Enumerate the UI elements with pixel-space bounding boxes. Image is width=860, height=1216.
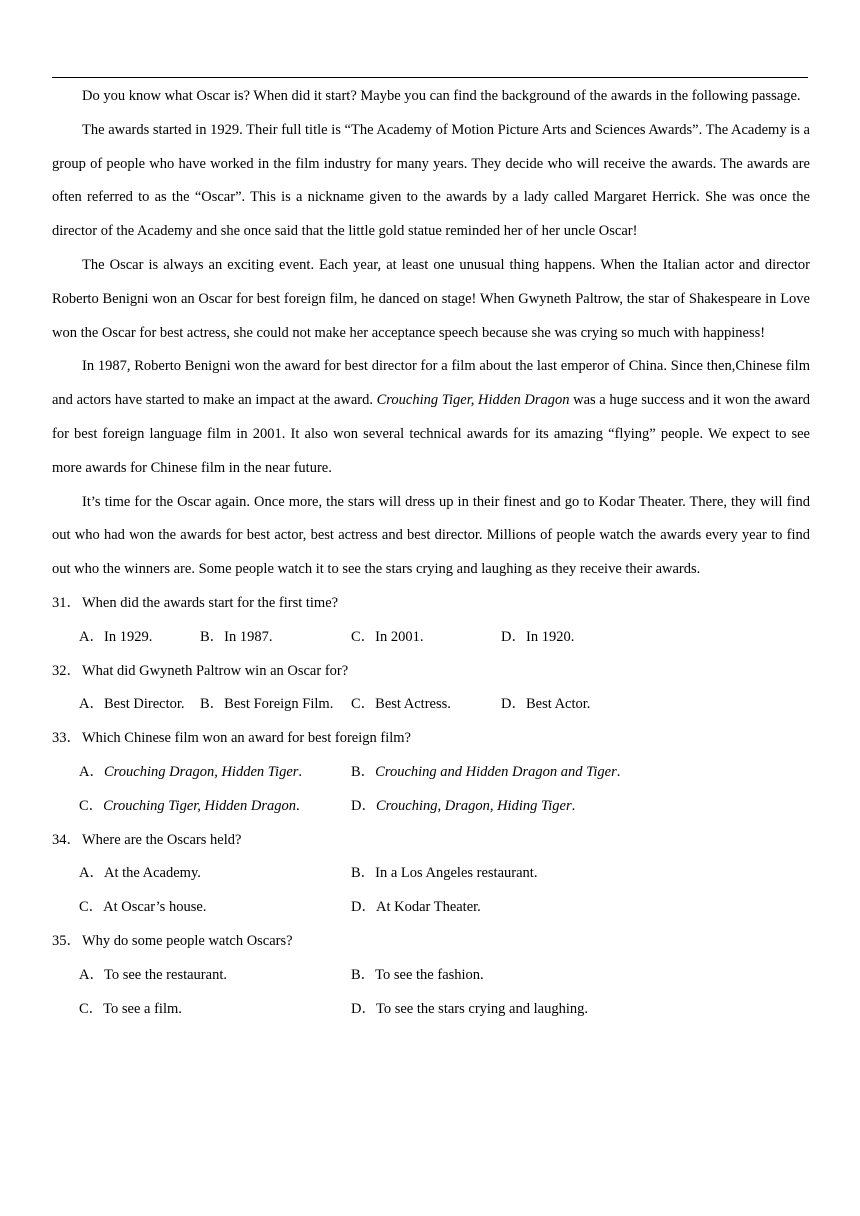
- option-letter: B．: [200, 696, 225, 713]
- options-row: [52, 621, 810, 655]
- question-34: [52, 824, 810, 858]
- question-text: Why do some people watch Oscars?: [82, 932, 293, 949]
- option-text: Best Director.: [103, 696, 185, 713]
- question-33: [52, 722, 810, 756]
- question-number: 32．: [52, 662, 81, 679]
- option-c[interactable]: [79, 993, 182, 1027]
- question-text: Where are the Oscars held?: [82, 831, 242, 848]
- question-text: What did Gwyneth Paltrow win an Oscar for?: [82, 662, 349, 679]
- options-row: [52, 891, 810, 925]
- option-d[interactable]: [351, 891, 481, 925]
- option-letter: D．: [351, 1000, 376, 1017]
- option-letter: D．: [351, 899, 376, 916]
- question-number: 34．: [52, 831, 81, 848]
- option-text: At Oscar’s house.: [103, 899, 207, 916]
- option-text: To see a film.: [103, 1000, 182, 1017]
- option-b[interactable]: [200, 621, 273, 655]
- option-text: At Kodar Theater.: [375, 899, 481, 916]
- option-c[interactable]: [79, 790, 300, 824]
- option-d[interactable]: [351, 993, 588, 1027]
- option-letter: A．: [79, 763, 104, 780]
- option-a[interactable]: [79, 959, 227, 993]
- options-row: [52, 790, 810, 824]
- header-rule: [52, 77, 808, 78]
- question-31: [52, 587, 810, 621]
- passage-paragraph-5: It’s time for the Oscar again. Once more, the stars will dress up in their finest and go to Kodar Theater. There, they will find out who had won the awards for best actor, best actress and best director. Millions of people watch the awards every year to find out who the winners are. Some people watch it to see the stars crying and laughing as they receive their awards.: [52, 493, 810, 578]
- option-letter: A．: [79, 696, 104, 713]
- reading-section: [52, 80, 810, 1026]
- option-period: .: [298, 763, 303, 780]
- passage-paragraph-3: The Oscar is always an exciting event. Each year, at least one unusual thing happens. When the Italian actor and director Roberto Benigni won an Oscar for best foreign film, he danced on stage! When Gwyneth Paltrow, the star of Shakespeare in Love won the Oscar for best actress, she could not make her acceptance speech because she was crying so much with happiness!: [52, 256, 810, 341]
- option-letter: A．: [79, 966, 104, 983]
- question-35: [52, 925, 810, 959]
- option-c[interactable]: [351, 688, 451, 722]
- option-d[interactable]: [501, 688, 590, 722]
- option-text: Crouching, Dragon, Hiding Tiger: [375, 797, 572, 814]
- option-letter: C．: [351, 628, 376, 645]
- option-text: To see the stars crying and laughing.: [375, 1000, 588, 1017]
- option-text: At the Academy.: [103, 865, 201, 882]
- option-b[interactable]: [351, 959, 484, 993]
- question-text: Which Chinese film won an award for best foreign film?: [82, 730, 411, 747]
- option-letter: B．: [200, 628, 225, 645]
- option-a[interactable]: [79, 621, 152, 655]
- options-row: [52, 959, 810, 993]
- option-letter: A．: [79, 865, 104, 882]
- option-text: In a Los Angeles restaurant.: [375, 865, 538, 882]
- option-letter: D．: [501, 628, 526, 645]
- option-text: Best Foreign Film.: [224, 696, 334, 713]
- option-letter: D．: [351, 797, 376, 814]
- options-row: [52, 993, 810, 1027]
- option-d[interactable]: [501, 621, 574, 655]
- option-period: .: [616, 763, 621, 780]
- option-text: Crouching Dragon, Hidden Tiger: [103, 763, 299, 780]
- option-text: Best Actress.: [375, 696, 451, 713]
- option-b[interactable]: [351, 756, 620, 790]
- option-text: Crouching Tiger, Hidden Dragon: [103, 797, 296, 814]
- options-row: [52, 756, 810, 790]
- paragraph-4-text-start: In 1987, Roberto Benigni won the award for best director for a film about the last emperor of China. Since then,Chinese film and actors have started to make an impact at the award.: [52, 358, 810, 409]
- question-32: [52, 655, 810, 689]
- option-letter: C．: [79, 1000, 104, 1017]
- question-number: 31．: [52, 594, 81, 611]
- option-letter: A．: [79, 628, 104, 645]
- option-letter: B．: [351, 865, 376, 882]
- film-title-italic: Crouching Tiger, Hidden Dragon: [376, 392, 570, 409]
- option-a[interactable]: [79, 857, 201, 891]
- option-a[interactable]: [79, 688, 185, 722]
- option-b[interactable]: [351, 857, 537, 891]
- option-text: To see the restaurant.: [103, 966, 227, 983]
- option-d[interactable]: [351, 790, 575, 824]
- option-a[interactable]: [79, 756, 302, 790]
- question-number: 33．: [52, 730, 81, 747]
- option-letter: B．: [351, 966, 376, 983]
- option-text: Crouching and Hidden Dragon and Tiger: [375, 763, 617, 780]
- passage-paragraph-4: [52, 350, 810, 485]
- option-text: In 1920.: [525, 628, 575, 645]
- options-row: [52, 857, 810, 891]
- option-period: .: [295, 797, 300, 814]
- option-letter: B．: [351, 763, 376, 780]
- option-letter: C．: [351, 696, 376, 713]
- question-text: When did the awards start for the first time?: [82, 594, 339, 611]
- option-text: In 2001.: [375, 628, 424, 645]
- paragraph-4-text-end: was a huge success and it won the award for best foreign language film in 2001. It also won several technical awards for its amazing “flying” people. We expect to see more awards for Chinese film in the near future.: [52, 392, 810, 476]
- options-row: [52, 688, 810, 722]
- option-text: In 1987.: [224, 628, 273, 645]
- option-letter: C．: [79, 797, 104, 814]
- option-letter: C．: [79, 899, 104, 916]
- option-letter: D．: [501, 696, 526, 713]
- option-period: .: [571, 797, 576, 814]
- option-c[interactable]: [79, 891, 206, 925]
- option-text: To see the fashion.: [375, 966, 484, 983]
- passage-paragraph-2: The awards started in 1929. Their full title is “The Academy of Motion Picture Arts and Sciences Awards”. The Academy is a group of people who have worked in the film industry for many years. They decide who will receive the awards. The awards are often referred to as the “Oscar”. This is a nickname given to the awards by a lady called Margaret Herrick. She was once the director of the Academy and she once said that the little gold statue reminded her of her uncle Oscar!: [52, 121, 810, 240]
- option-text: In 1929.: [103, 628, 153, 645]
- passage-paragraph-1: Do you know what Oscar is? When did it start? Maybe you can find the background of the awards in the following passage.: [82, 88, 801, 104]
- option-c[interactable]: [351, 621, 424, 655]
- question-number: 35．: [52, 932, 81, 949]
- option-b[interactable]: [200, 688, 333, 722]
- option-text: Best Actor.: [525, 696, 591, 713]
